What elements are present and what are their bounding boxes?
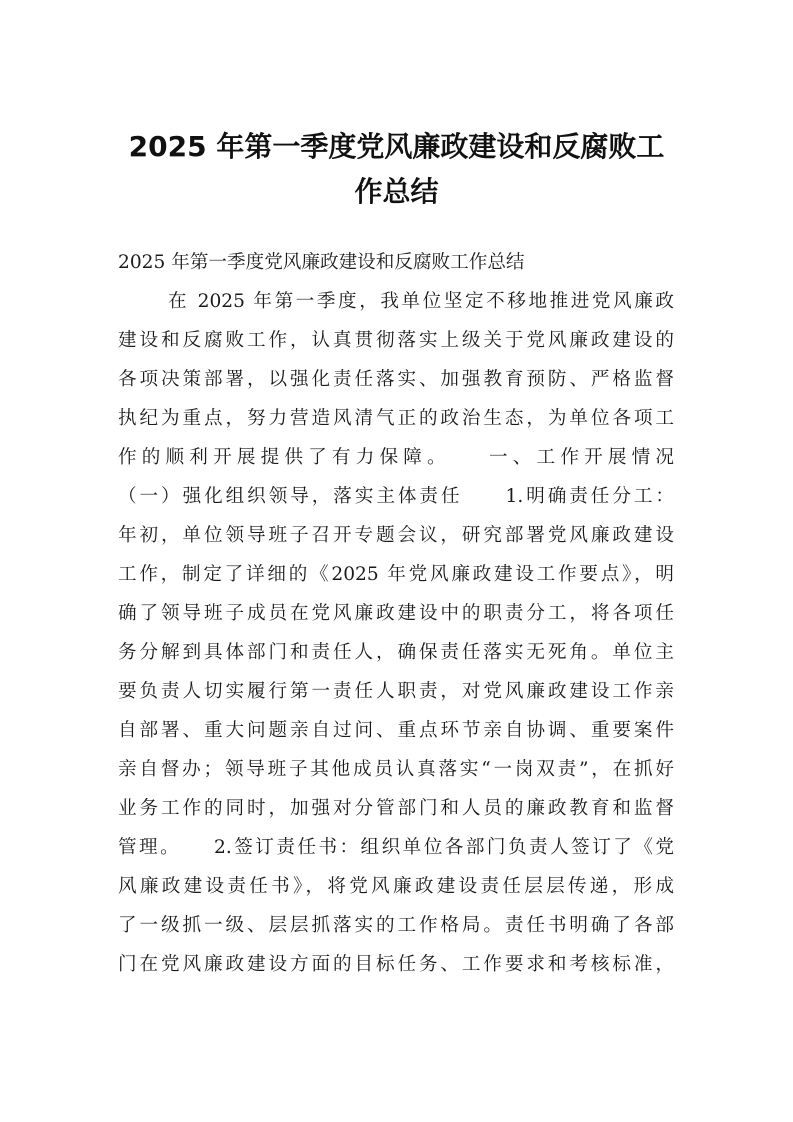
paragraph-line: 管理。 2.签订责任书：组织单位各部门负责人签订了《党 — [118, 837, 674, 858]
paragraph-line: 作的顺利开展提供了有力保障。 一、工作开展情况 — [118, 447, 674, 468]
paragraph-line: 执纪为重点，努力营造风清气正的政治生态，为单位各项工 — [118, 408, 674, 429]
paragraph-line: 工作，制定了详细的《2025 年党风廉政建设工作要点》，明 — [118, 564, 674, 585]
paragraph-line: 年初，单位领导班子召开专题会议，研究部署党风廉政建设 — [118, 525, 674, 546]
paragraph-line: 风廉政建设责任书》，将党风廉政建设责任层层传递，形成 — [118, 876, 674, 897]
paragraph-line: 建设和反腐败工作，认真贯彻落实上级关于党风廉政建设的 — [118, 330, 674, 351]
paragraph-line: 要负责人切实履行第一责任人职责，对党风廉政建设工作亲 — [118, 681, 674, 702]
paragraph-line: 业务工作的同时，加强对分管部门和人员的廉政教育和监督 — [118, 798, 674, 819]
paragraph-line: 各项决策部署，以强化责任落实、加强教育预防、严格监督 — [118, 369, 674, 390]
paragraph-line: 了一级抓一级、层层抓落实的工作格局。责任书明确了各部 — [118, 915, 674, 936]
paragraph-line: 确了领导班子成员在党风廉政建设中的职责分工，将各项任 — [118, 603, 674, 624]
paragraph-line: 自部署、重大问题亲自过问、重点环节亲自协调、重要案件 — [118, 720, 674, 741]
paragraph-line: 在 2025 年第一季度，我单位坚定不移地推进党风廉政 — [168, 291, 674, 312]
paragraph-line: 务分解到具体部门和责任人，确保责任落实无死角。单位主 — [118, 642, 674, 663]
paragraph-line: 门在党风廉政建设方面的目标任务、工作要求和考核标准， — [118, 954, 674, 975]
document-title-line-2: 作总结 — [354, 175, 439, 208]
subtitle-line: 2025 年第一季度党风廉政建设和反腐败工作总结 — [118, 252, 525, 273]
document-title-line-1: 2025 年第一季度党风廉政建设和反腐败工 — [128, 130, 665, 163]
paragraph-line: （一）强化组织领导，落实主体责任 1.明确责任分工： — [118, 486, 674, 507]
paragraph-line: 亲自督办；领导班子其他成员认真落实“一岗双责”，在抓好 — [118, 759, 674, 780]
